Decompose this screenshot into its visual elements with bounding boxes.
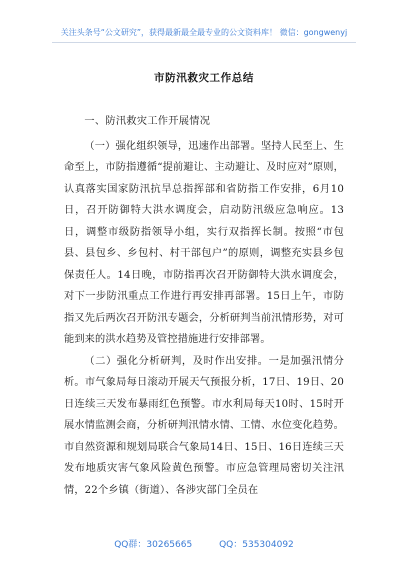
header-divider	[52, 42, 356, 43]
paragraph: （一）强化组织领导，迅速作出部署。坚持人民至上、生命至上，市防指遵循“提前避让、主动避让、及时应对”原则，认真落实国家防汛抗旱总指挥部和省防指工作安排，6月10日，召开防御特大洪水调度会，启动防汛级应急响应。13日，调整市级防指领导小组，实行双指挥长制。按照“市包县、县包乡、乡包村、村干部包户”的原则，调整充实县乡包保责任人。14日晚，市防指再次召开防御特大洪水调度会，对下一步防汛重点工作进行再安排再部署。15日上午，市防指又先后两次召开防汛专题会，分析研判当前汛情形势，对可能到来的洪水趋势及管控措施进行安排部署。	[64, 140, 344, 345]
qq-group-text: QQ群：30265665	[114, 540, 193, 550]
promo-banner: 关注头条号“公文研究”，获得最新最全最专业的公文资料库！ 微信：gongwenyj	[60, 28, 348, 37]
document-title: 市防汛救灾工作总结	[154, 72, 254, 84]
qq-contact-text: QQ：535304092	[219, 540, 294, 550]
document-body	[64, 111, 344, 501]
contact-footer	[0, 537, 408, 550]
paragraph: （二）强化分析研判，及时作出安排。一是加强汛情分析。市气象局每日滚动开展天气预报分析，17日、19日、20日连续三天发布暴雨红色预警。市水利局每天10时、15时开展水情监测会商，分析研判汛情水情、工情、水位变化趋势。市自然资源和规划局联合气象局14日、15日、16日连续三天发布地质灾害气象风险黄色预警。市应急管理局密切关注汛情，22个乡镇（街道）、各涉灾部门全员在	[64, 355, 344, 496]
section-heading: 一、防汛救灾工作开展情况	[84, 116, 211, 127]
